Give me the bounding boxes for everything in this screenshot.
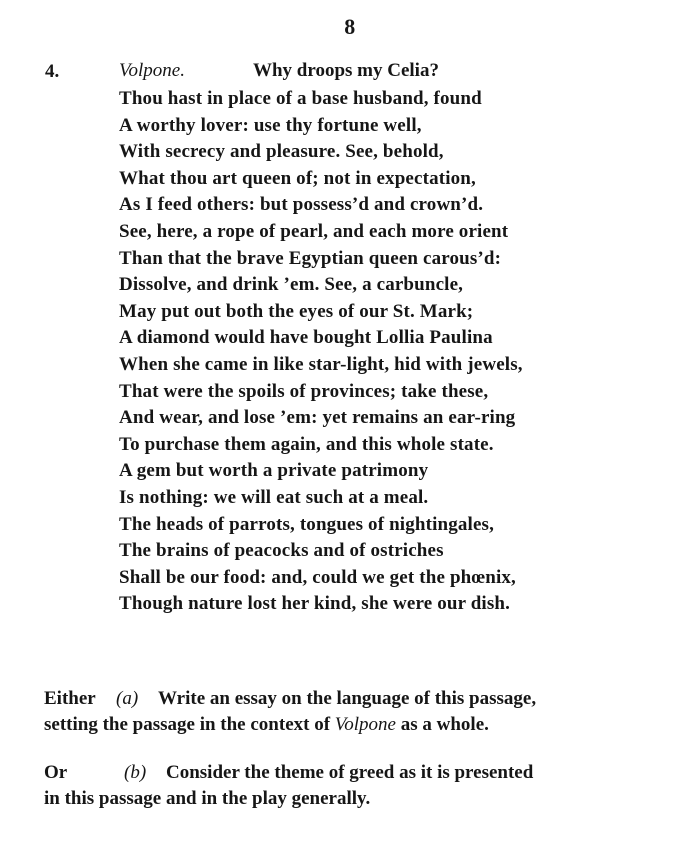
verse-line: That were the spoils of provinces; take these, (119, 380, 489, 402)
task-or-text: Consider the theme of greed as it is presented (166, 762, 534, 783)
verse-line: With secrecy and pleasure. See, behold, (119, 141, 444, 163)
verse-line: And wear, and lose ’em: yet remains an ear-ring (119, 407, 516, 429)
verse-line: Than that the brave Egyptian queen carous’d: (119, 247, 502, 269)
verse-line: What thou art queen of; not in expectation, (119, 167, 476, 189)
task-either-text: Write an essay on the language of this passage, (158, 688, 537, 709)
task-or-line-2: in this passage and in the play generally. (44, 788, 371, 809)
verse-line: To purchase them again, and this whole state. (119, 433, 494, 455)
verse-line: A worthy lover: use thy fortune well, (119, 114, 422, 136)
verse-line: The brains of peacocks and of ostriches (119, 540, 444, 562)
page-number: 8 (344, 14, 356, 39)
task-either-text-end: as a whole. (396, 714, 489, 735)
verse-line: Dissolve, and drink ’em. See, a carbuncle, (119, 274, 464, 296)
verse-line: Thou hast in place of a base husband, found (119, 88, 482, 109)
verse-line: When she came in like star-light, hid with jewels, (119, 353, 523, 375)
task-either-line-1 (44, 686, 536, 712)
task-either-text-start: setting the passage in the context of (44, 714, 335, 735)
play-title: Volpone (334, 714, 396, 735)
task-either-option: (a) (116, 688, 139, 709)
verse-passage (119, 86, 523, 618)
task-either-line-2 (44, 712, 536, 738)
verse-line: Though nature lost her kind, she were our dish. (119, 593, 511, 615)
verse-line: Shall be our food: and, could we get the phœnix, (119, 566, 516, 588)
verse-line: See, here, a rope of pearl, and each more orient (119, 220, 509, 242)
verse-line: As I feed others: but possess’d and crown’d. (119, 194, 484, 216)
task-or-label: Or (44, 762, 68, 783)
verse-line: May put out both the eyes of our St. Mark; (119, 300, 474, 322)
verse-line: The heads of parrots, tongues of nightingales, (119, 513, 494, 535)
task-either-label: Either (44, 688, 96, 709)
speaker-line (119, 60, 439, 82)
task-or-option: (b) (124, 762, 147, 783)
question-number: 4. (45, 61, 60, 82)
first-verse-line: Why droops my Celia? (252, 60, 439, 81)
verse-line: Is nothing: we will eat such at a meal. (119, 486, 429, 508)
speaker-name: Volpone. (119, 60, 185, 81)
task-or-line-1 (44, 760, 533, 786)
verse-line: A diamond would have bought Lollia Paulina (119, 327, 493, 349)
verse-line: A gem but worth a private patrimony (119, 460, 429, 482)
task-either (44, 686, 536, 738)
task-or (44, 760, 533, 812)
